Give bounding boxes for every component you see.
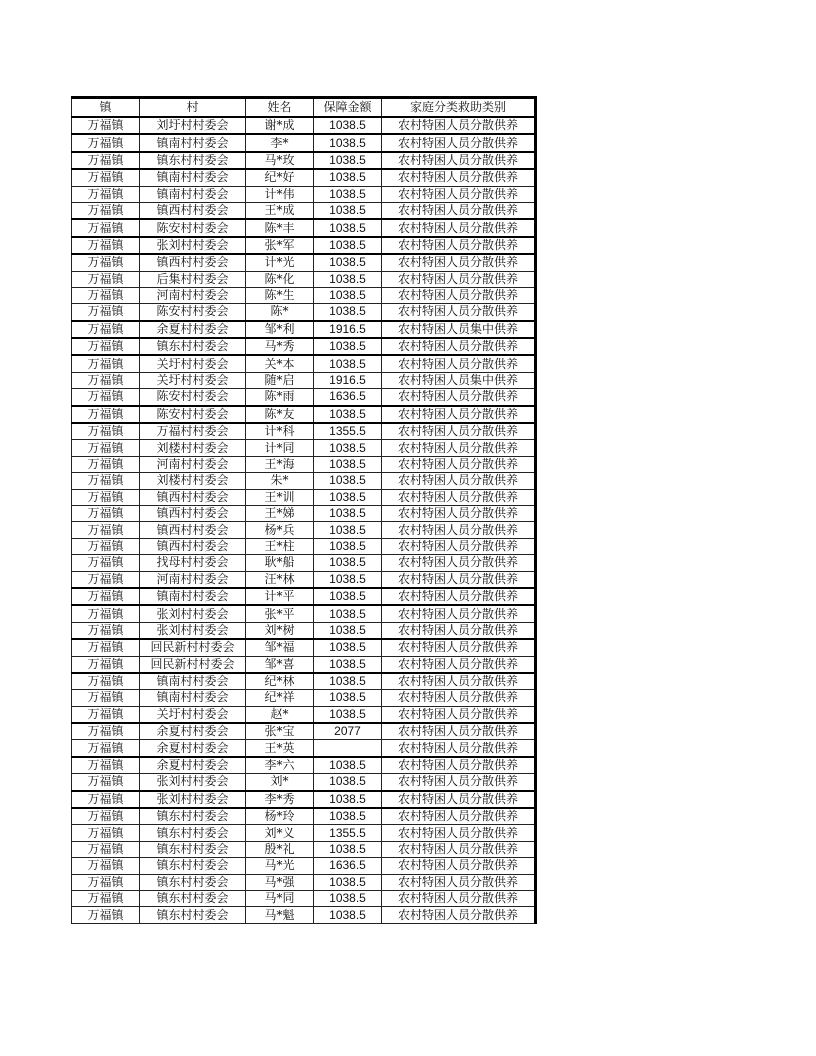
cell-town: 万福镇 xyxy=(72,723,140,740)
cell-village: 关圩村村委会 xyxy=(140,355,246,372)
table-row xyxy=(72,757,536,774)
cell-town: 万福镇 xyxy=(72,825,140,841)
cell-assistance-type: 农村特困人员分散供养 xyxy=(382,740,536,757)
table-row xyxy=(72,271,536,287)
table-row xyxy=(72,690,536,706)
cell-amount: 1038.5 xyxy=(314,588,382,605)
table-row xyxy=(72,202,536,219)
table-row xyxy=(72,808,536,825)
table-row xyxy=(72,117,536,134)
cell-village: 余夏村村委会 xyxy=(140,757,246,774)
cell-name: 陈*生 xyxy=(246,287,314,303)
cell-town: 万福镇 xyxy=(72,134,140,151)
cell-name: 王*海 xyxy=(246,456,314,472)
cell-assistance-type: 农村特困人员分散供养 xyxy=(382,808,536,825)
cell-assistance-type: 农村特困人员分散供养 xyxy=(382,134,536,151)
table-row xyxy=(72,673,536,690)
table-row xyxy=(72,169,536,186)
cell-amount: 1038.5 xyxy=(314,271,382,287)
cell-town: 万福镇 xyxy=(72,117,140,134)
cell-village: 镇南村村委会 xyxy=(140,690,246,706)
cell-village: 余夏村村委会 xyxy=(140,740,246,757)
cell-amount: 1038.5 xyxy=(314,791,382,808)
cell-name: 计*伟 xyxy=(246,186,314,202)
cell-assistance-type: 农村特困人员分散供养 xyxy=(382,588,536,605)
cell-amount: 1636.5 xyxy=(314,389,382,406)
cell-assistance-type: 农村特困人员分散供养 xyxy=(382,489,536,505)
cell-village: 关圩村村委会 xyxy=(140,706,246,723)
cell-name: 王*娣 xyxy=(246,505,314,521)
cell-town: 万福镇 xyxy=(72,639,140,656)
cell-amount: 1038.5 xyxy=(314,555,382,571)
cell-amount: 1038.5 xyxy=(314,473,382,489)
cell-amount: 1038.5 xyxy=(314,622,382,639)
cell-name: 马*魁 xyxy=(246,907,314,923)
cell-assistance-type: 农村特困人员分散供养 xyxy=(382,389,536,406)
table-row xyxy=(72,355,536,372)
cell-village: 张刘村村委会 xyxy=(140,791,246,808)
table-row xyxy=(72,522,536,538)
cell-village: 刘圩村村委会 xyxy=(140,117,246,134)
table-row xyxy=(72,489,536,505)
cell-amount: 1355.5 xyxy=(314,825,382,841)
table-row xyxy=(72,389,536,406)
cell-town: 万福镇 xyxy=(72,774,140,791)
cell-assistance-type: 农村特困人员分散供养 xyxy=(382,791,536,808)
cell-amount: 1038.5 xyxy=(314,757,382,774)
cell-amount: 1038.5 xyxy=(314,890,382,906)
cell-town: 万福镇 xyxy=(72,555,140,571)
table-row xyxy=(72,186,536,202)
table-row xyxy=(72,622,536,639)
table-row xyxy=(72,152,536,169)
table-row xyxy=(72,571,536,588)
cell-amount: 1038.5 xyxy=(314,134,382,151)
cell-assistance-type: 农村特困人员分散供养 xyxy=(382,254,536,271)
cell-town: 万福镇 xyxy=(72,406,140,423)
cell-name: 汪*林 xyxy=(246,571,314,588)
cell-village: 镇南村村委会 xyxy=(140,673,246,690)
cell-name: 赵* xyxy=(246,706,314,723)
cell-town: 万福镇 xyxy=(72,473,140,489)
cell-amount: 1038.5 xyxy=(314,874,382,890)
cell-name: 王*英 xyxy=(246,740,314,757)
table-row xyxy=(72,791,536,808)
cell-assistance-type: 农村特困人员分散供养 xyxy=(382,555,536,571)
table-row xyxy=(72,706,536,723)
cell-town: 万福镇 xyxy=(72,321,140,338)
cell-assistance-type: 农村特困人员分散供养 xyxy=(382,287,536,303)
cell-amount: 1038.5 xyxy=(314,538,382,554)
cell-name: 随*启 xyxy=(246,372,314,388)
cell-name: 纪*祥 xyxy=(246,690,314,706)
cell-assistance-type: 农村特困人员分散供养 xyxy=(382,406,536,423)
cell-assistance-type: 农村特困人员集中供养 xyxy=(382,321,536,338)
cell-amount: 1038.5 xyxy=(314,152,382,169)
table-row xyxy=(72,605,536,622)
cell-name: 殷*礼 xyxy=(246,841,314,857)
cell-name: 陈*雨 xyxy=(246,389,314,406)
cell-village: 张刘村村委会 xyxy=(140,237,246,254)
cell-assistance-type: 农村特困人员分散供养 xyxy=(382,538,536,554)
cell-town: 万福镇 xyxy=(72,271,140,287)
table-row xyxy=(72,423,536,440)
cell-town: 万福镇 xyxy=(72,706,140,723)
cell-village: 余夏村村委会 xyxy=(140,321,246,338)
table-row xyxy=(72,656,536,673)
cell-village: 镇南村村委会 xyxy=(140,186,246,202)
cell-assistance-type: 农村特困人员分散供养 xyxy=(382,237,536,254)
cell-village: 镇东村村委会 xyxy=(140,152,246,169)
cell-amount: 1636.5 xyxy=(314,858,382,874)
table-row xyxy=(72,440,536,456)
cell-town: 万福镇 xyxy=(72,890,140,906)
table-row xyxy=(72,858,536,874)
cell-name: 李*六 xyxy=(246,757,314,774)
cell-amount: 1038.5 xyxy=(314,571,382,588)
cell-amount: 1038.5 xyxy=(314,907,382,923)
cell-amount: 1916.5 xyxy=(314,372,382,388)
cell-town: 万福镇 xyxy=(72,757,140,774)
cell-village: 镇南村村委会 xyxy=(140,169,246,186)
table-row xyxy=(72,505,536,521)
cell-assistance-type: 农村特困人员分散供养 xyxy=(382,690,536,706)
cell-name: 计*科 xyxy=(246,423,314,440)
cell-assistance-type: 农村特困人员分散供养 xyxy=(382,271,536,287)
cell-town: 万福镇 xyxy=(72,571,140,588)
cell-name: 耿*船 xyxy=(246,555,314,571)
cell-town: 万福镇 xyxy=(72,740,140,757)
cell-assistance-type: 农村特困人员分散供养 xyxy=(382,706,536,723)
cell-town: 万福镇 xyxy=(72,673,140,690)
header-assistance-type: 家庭分类救助类别 xyxy=(382,98,536,118)
table-row xyxy=(72,219,536,236)
cell-assistance-type: 农村特困人员分散供养 xyxy=(382,907,536,923)
cell-amount: 1038.5 xyxy=(314,522,382,538)
cell-amount: 1038.5 xyxy=(314,456,382,472)
cell-name: 陈*化 xyxy=(246,271,314,287)
cell-amount: 1038.5 xyxy=(314,355,382,372)
cell-amount: 1038.5 xyxy=(314,690,382,706)
table-row xyxy=(72,321,536,338)
cell-town: 万福镇 xyxy=(72,304,140,321)
cell-name: 计*平 xyxy=(246,588,314,605)
cell-town: 万福镇 xyxy=(72,841,140,857)
cell-assistance-type: 农村特困人员分散供养 xyxy=(382,522,536,538)
cell-amount: 1038.5 xyxy=(314,186,382,202)
cell-amount: 1038.5 xyxy=(314,639,382,656)
cell-village: 镇东村村委会 xyxy=(140,874,246,890)
header-name: 姓名 xyxy=(246,98,314,118)
cell-town: 万福镇 xyxy=(72,808,140,825)
cell-town: 万福镇 xyxy=(72,605,140,622)
cell-assistance-type: 农村特困人员分散供养 xyxy=(382,117,536,134)
table-row xyxy=(72,456,536,472)
table-row xyxy=(72,555,536,571)
cell-town: 万福镇 xyxy=(72,338,140,355)
cell-village: 回民新村村委会 xyxy=(140,639,246,656)
cell-village: 万福村村委会 xyxy=(140,423,246,440)
cell-town: 万福镇 xyxy=(72,874,140,890)
cell-village: 陈安村村委会 xyxy=(140,406,246,423)
cell-amount: 1355.5 xyxy=(314,423,382,440)
cell-village: 河南村村委会 xyxy=(140,571,246,588)
table-row xyxy=(72,338,536,355)
table-row xyxy=(72,473,536,489)
cell-village: 镇东村村委会 xyxy=(140,858,246,874)
cell-town: 万福镇 xyxy=(72,505,140,521)
header-village: 村 xyxy=(140,98,246,118)
table-row xyxy=(72,406,536,423)
cell-village: 河南村村委会 xyxy=(140,456,246,472)
assistance-roster-table xyxy=(71,96,537,924)
cell-village: 陈安村村委会 xyxy=(140,389,246,406)
cell-town: 万福镇 xyxy=(72,858,140,874)
cell-assistance-type: 农村特困人员分散供养 xyxy=(382,774,536,791)
cell-assistance-type: 农村特困人员分散供养 xyxy=(382,473,536,489)
cell-town: 万福镇 xyxy=(72,791,140,808)
cell-name: 李*秀 xyxy=(246,791,314,808)
cell-town: 万福镇 xyxy=(72,372,140,388)
cell-name: 王*训 xyxy=(246,489,314,505)
cell-name: 朱* xyxy=(246,473,314,489)
table-row xyxy=(72,304,536,321)
cell-town: 万福镇 xyxy=(72,219,140,236)
cell-name: 邹*福 xyxy=(246,639,314,656)
cell-village: 镇西村村委会 xyxy=(140,505,246,521)
cell-name: 王*柱 xyxy=(246,538,314,554)
cell-town: 万福镇 xyxy=(72,622,140,639)
cell-amount: 1038.5 xyxy=(314,673,382,690)
cell-village: 镇西村村委会 xyxy=(140,489,246,505)
cell-amount: 1038.5 xyxy=(314,505,382,521)
cell-town: 万福镇 xyxy=(72,186,140,202)
cell-assistance-type: 农村特困人员分散供养 xyxy=(382,423,536,440)
cell-village: 镇东村村委会 xyxy=(140,825,246,841)
cell-town: 万福镇 xyxy=(72,440,140,456)
cell-village: 刘楼村村委会 xyxy=(140,440,246,456)
cell-village: 镇东村村委会 xyxy=(140,890,246,906)
cell-amount xyxy=(314,740,382,757)
table-row xyxy=(72,134,536,151)
table-row xyxy=(72,825,536,841)
cell-village: 余夏村村委会 xyxy=(140,723,246,740)
cell-amount: 1038.5 xyxy=(314,489,382,505)
cell-village: 关圩村村委会 xyxy=(140,372,246,388)
cell-name: 杨*玲 xyxy=(246,808,314,825)
cell-village: 镇东村村委会 xyxy=(140,907,246,923)
cell-name: 谢*成 xyxy=(246,117,314,134)
cell-assistance-type: 农村特困人员分散供养 xyxy=(382,169,536,186)
cell-name: 陈*友 xyxy=(246,406,314,423)
cell-village: 镇西村村委会 xyxy=(140,522,246,538)
cell-village: 陈安村村委会 xyxy=(140,304,246,321)
cell-name: 王*成 xyxy=(246,202,314,219)
cell-assistance-type: 农村特困人员分散供养 xyxy=(382,219,536,236)
cell-assistance-type: 农村特困人员分散供养 xyxy=(382,605,536,622)
cell-town: 万福镇 xyxy=(72,287,140,303)
cell-name: 关*本 xyxy=(246,355,314,372)
cell-assistance-type: 农村特困人员分散供养 xyxy=(382,673,536,690)
cell-assistance-type: 农村特困人员分散供养 xyxy=(382,505,536,521)
cell-name: 邹*喜 xyxy=(246,656,314,673)
cell-assistance-type: 农村特困人员集中供养 xyxy=(382,372,536,388)
cell-amount: 1038.5 xyxy=(314,406,382,423)
cell-name: 张*平 xyxy=(246,605,314,622)
cell-town: 万福镇 xyxy=(72,489,140,505)
cell-village: 镇西村村委会 xyxy=(140,538,246,554)
cell-assistance-type: 农村特困人员分散供养 xyxy=(382,456,536,472)
cell-amount: 1038.5 xyxy=(314,237,382,254)
cell-assistance-type: 农村特困人员分散供养 xyxy=(382,723,536,740)
cell-town: 万福镇 xyxy=(72,355,140,372)
cell-assistance-type: 农村特困人员分散供养 xyxy=(382,186,536,202)
cell-name: 杨*兵 xyxy=(246,522,314,538)
cell-name: 陈* xyxy=(246,304,314,321)
cell-amount: 1038.5 xyxy=(314,169,382,186)
cell-name: 李* xyxy=(246,134,314,151)
cell-assistance-type: 农村特困人员分散供养 xyxy=(382,304,536,321)
cell-village: 镇东村村委会 xyxy=(140,808,246,825)
cell-assistance-type: 农村特困人员分散供养 xyxy=(382,890,536,906)
cell-village: 张刘村村委会 xyxy=(140,774,246,791)
cell-town: 万福镇 xyxy=(72,169,140,186)
cell-amount: 1038.5 xyxy=(314,774,382,791)
cell-name: 马*玫 xyxy=(246,152,314,169)
table-row xyxy=(72,890,536,906)
table-row xyxy=(72,254,536,271)
cell-village: 刘楼村村委会 xyxy=(140,473,246,489)
cell-amount: 1038.5 xyxy=(314,304,382,321)
cell-town: 万福镇 xyxy=(72,588,140,605)
table-row xyxy=(72,874,536,890)
cell-amount: 2077 xyxy=(314,723,382,740)
cell-town: 万福镇 xyxy=(72,423,140,440)
assistance-roster-sheet xyxy=(71,96,535,924)
table-row xyxy=(72,841,536,857)
cell-amount: 1038.5 xyxy=(314,656,382,673)
cell-name: 纪*好 xyxy=(246,169,314,186)
cell-name: 马*强 xyxy=(246,874,314,890)
cell-amount: 1916.5 xyxy=(314,321,382,338)
table-row xyxy=(72,774,536,791)
table-row xyxy=(72,740,536,757)
table-row xyxy=(72,639,536,656)
cell-amount: 1038.5 xyxy=(314,338,382,355)
cell-name: 马*秀 xyxy=(246,338,314,355)
cell-name: 陈*丰 xyxy=(246,219,314,236)
cell-town: 万福镇 xyxy=(72,538,140,554)
cell-village: 镇东村村委会 xyxy=(140,841,246,857)
cell-amount: 1038.5 xyxy=(314,440,382,456)
cell-name: 马*同 xyxy=(246,890,314,906)
cell-name: 张*军 xyxy=(246,237,314,254)
cell-assistance-type: 农村特困人员分散供养 xyxy=(382,656,536,673)
cell-assistance-type: 农村特困人员分散供养 xyxy=(382,874,536,890)
cell-name: 纪*林 xyxy=(246,673,314,690)
cell-village: 镇南村村委会 xyxy=(140,134,246,151)
cell-town: 万福镇 xyxy=(72,152,140,169)
table-row xyxy=(72,907,536,923)
cell-village: 镇南村村委会 xyxy=(140,588,246,605)
cell-village: 张刘村村委会 xyxy=(140,605,246,622)
cell-village: 后集村村委会 xyxy=(140,271,246,287)
header-amount: 保障金额 xyxy=(314,98,382,118)
table-row xyxy=(72,372,536,388)
cell-amount: 1038.5 xyxy=(314,605,382,622)
cell-assistance-type: 农村特困人员分散供养 xyxy=(382,440,536,456)
cell-village: 镇东村村委会 xyxy=(140,338,246,355)
table-row xyxy=(72,538,536,554)
cell-name: 刘*义 xyxy=(246,825,314,841)
cell-village: 陈安村村委会 xyxy=(140,219,246,236)
cell-village: 回民新村村委会 xyxy=(140,656,246,673)
cell-town: 万福镇 xyxy=(72,202,140,219)
cell-amount: 1038.5 xyxy=(314,841,382,857)
cell-village: 河南村村委会 xyxy=(140,287,246,303)
cell-town: 万福镇 xyxy=(72,254,140,271)
cell-amount: 1038.5 xyxy=(314,202,382,219)
cell-assistance-type: 农村特困人员分散供养 xyxy=(382,841,536,857)
cell-assistance-type: 农村特困人员分散供养 xyxy=(382,355,536,372)
header-town: 镇 xyxy=(72,98,140,118)
cell-assistance-type: 农村特困人员分散供养 xyxy=(382,152,536,169)
cell-village: 镇西村村委会 xyxy=(140,254,246,271)
cell-name: 马*光 xyxy=(246,858,314,874)
cell-amount: 1038.5 xyxy=(314,219,382,236)
cell-amount: 1038.5 xyxy=(314,254,382,271)
cell-assistance-type: 农村特困人员分散供养 xyxy=(382,639,536,656)
cell-name: 邹*利 xyxy=(246,321,314,338)
table-row xyxy=(72,588,536,605)
cell-name: 刘*树 xyxy=(246,622,314,639)
cell-name: 计*光 xyxy=(246,254,314,271)
cell-town: 万福镇 xyxy=(72,456,140,472)
cell-village: 镇西村村委会 xyxy=(140,202,246,219)
cell-amount: 1038.5 xyxy=(314,808,382,825)
cell-town: 万福镇 xyxy=(72,237,140,254)
cell-assistance-type: 农村特困人员分散供养 xyxy=(382,757,536,774)
cell-town: 万福镇 xyxy=(72,907,140,923)
cell-village: 找母村村委会 xyxy=(140,555,246,571)
table-row xyxy=(72,287,536,303)
cell-assistance-type: 农村特困人员分散供养 xyxy=(382,338,536,355)
table-header-row xyxy=(72,98,536,118)
cell-amount: 1038.5 xyxy=(314,287,382,303)
table-row xyxy=(72,237,536,254)
cell-assistance-type: 农村特困人员分散供养 xyxy=(382,202,536,219)
cell-name: 计*同 xyxy=(246,440,314,456)
cell-assistance-type: 农村特困人员分散供养 xyxy=(382,858,536,874)
cell-amount: 1038.5 xyxy=(314,117,382,134)
cell-amount: 1038.5 xyxy=(314,706,382,723)
cell-town: 万福镇 xyxy=(72,522,140,538)
cell-town: 万福镇 xyxy=(72,389,140,406)
cell-assistance-type: 农村特困人员分散供养 xyxy=(382,825,536,841)
cell-assistance-type: 农村特困人员分散供养 xyxy=(382,622,536,639)
cell-town: 万福镇 xyxy=(72,690,140,706)
cell-town: 万福镇 xyxy=(72,656,140,673)
cell-assistance-type: 农村特困人员分散供养 xyxy=(382,571,536,588)
table-body xyxy=(72,117,536,923)
cell-name: 张*宝 xyxy=(246,723,314,740)
cell-village: 张刘村村委会 xyxy=(140,622,246,639)
cell-name: 刘* xyxy=(246,774,314,791)
table-row xyxy=(72,723,536,740)
